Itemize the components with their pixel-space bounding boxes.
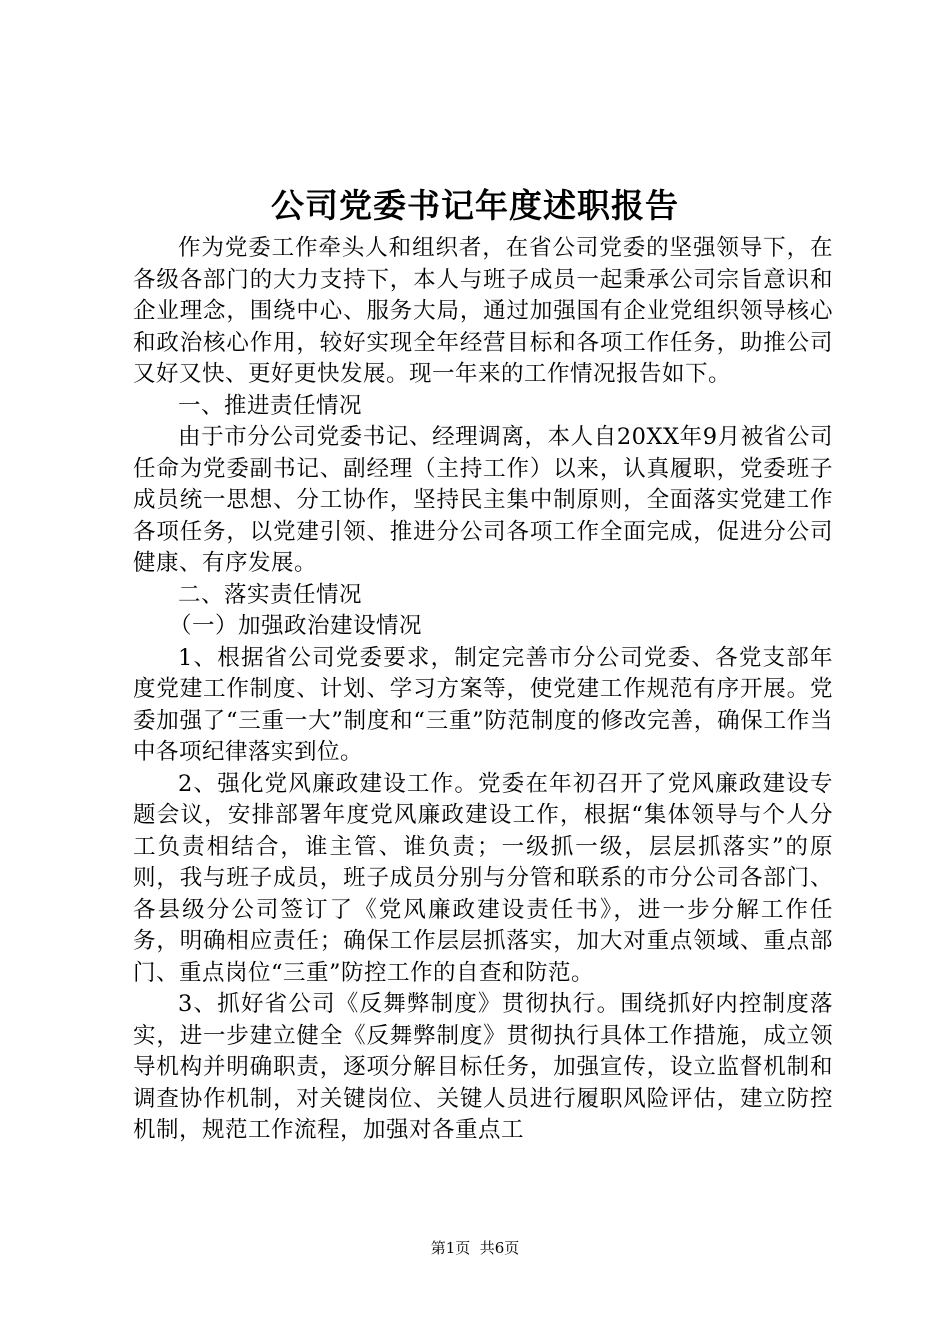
section-heading-1: 一、推进责任情况 xyxy=(178,392,363,419)
intro-paragraph: 作为党委工作牵头人和组织者，在省公司党委的坚强领导下，在各级各部门的大力支持下，本人与班子成员一起秉承公司宗旨意识和企业理念，围绕中心、服务大局，通过加强国有企业党组织领导核心和政治核心作用，较好实现全年经营目标和各项工作任务，助推公司又好又快、更好更快发展。现一年来的工作情况报告如下。 xyxy=(133,235,833,387)
section-heading-2: 二、落实责任情况 xyxy=(178,581,363,608)
item-1-paragraph: 1、根据省公司党委要求，制定完善市分公司党委、各党支部年度党建工作制度、计划、学习方案等，使党建工作规范有序开展。党委加强了“三重一大”制度和“三重”防范制度的修改完善，确保工作当中各项纪律落实到位。 xyxy=(133,644,833,765)
page-number-label: 第1页 共6页 xyxy=(430,1239,520,1257)
item-2-paragraph: 2、强化党风廉政建设工作。党委在年初召开了党风廉政建设专题会议，安排部署年度党风廉政建设工作，根据“集体领导与个人分工负责相结合，谁主管、谁负责；一级抓一级，层层抓落实”的原则，我与班子成员，班子成员分别与分管和联系的市分公司各部门、各县级分公司签订了《党风廉政建设责任书》，进一步分解工作任务，明确相应责任；确保工作层层抓落实，加大对重点领域、重点部门、重点岗位“三重”防控工作的自查和防范。 xyxy=(133,770,833,986)
page-footer xyxy=(0,1238,950,1258)
document-title: 公司党委书记年度述职报告 xyxy=(271,186,679,225)
item-3-paragraph: 3、抓好省公司《反舞弊制度》贯彻执行。围绕抓好内控制度落实，进一步建立健全《反舞弊制度》贯彻执行具体工作措施，成立领导机构并明确职责，逐项分解目标任务，加强宣传，设立监督机制和调查协作机制，对关键岗位、关键人员进行履职风险评估，建立防控机制，规范工作流程，加强对各重点工 xyxy=(133,991,833,1143)
document-body xyxy=(133,233,833,1147)
section-1-paragraph: 由于市分公司党委书记、经理调离，本人自20XX年9月被省公司任命为党委副书记、副经理（主持工作）以来，认真履职，党委班子成员统一思想、分工协作，坚持民主集中制原则，全面落实党建工作各项任务，以党建引领、推进分公司各项工作全面完成，促进分公司健康、有序发展。 xyxy=(133,424,833,576)
subsection-heading-1: （一）加强政治建设情况 xyxy=(169,613,423,639)
